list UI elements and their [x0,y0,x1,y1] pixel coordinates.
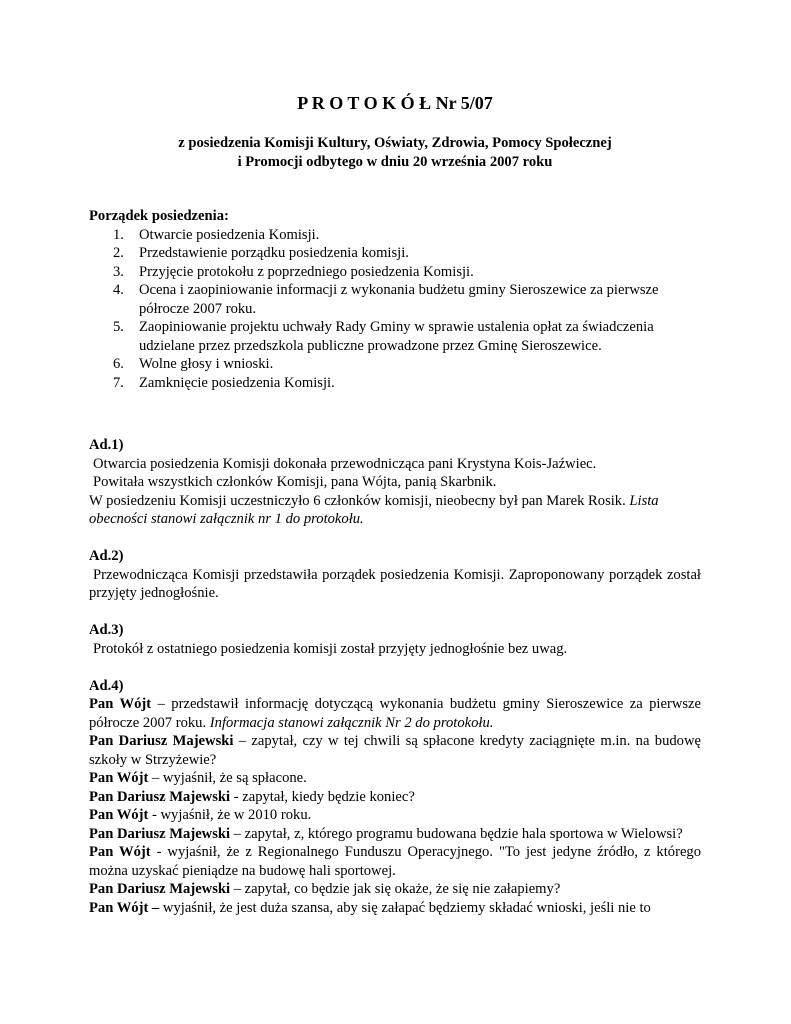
agenda-item-text: Zaopiniowanie projektu uchwały Rady Gminy w sprawie ustalenia opłat za świadczenia udzielane przez przedszkola publiczne prowadzone przez Gminę Sieroszewice. [139,319,654,354]
entry-text: – zapytał, co będzie jak się okaże, że się nie załapiemy? [230,881,561,897]
speaker-name: Pan Wójt [89,844,151,860]
agenda-item-text: Ocena i zaopiniowanie informacji z wykonania budżetu gminy Sieroszewice za pierwsze półrocze 2007 roku. [139,282,659,317]
entry-text: – zapytał, czy w tej chwili są spłacone kredyty zaciągnięte m.in. na budowę szkoły w Strzyżewie? [89,733,701,768]
section-ad3 [89,621,701,658]
attachment-note: Lista obecności stanowi załącznik nr 1 do protokołu. [89,492,659,527]
dialogue-entry [89,825,701,844]
agenda-item-number: 7. [113,374,124,391]
paragraph: Powitała wszystkich członków Komisji, pana Wójta, panią Skarbnik. [93,474,497,490]
speaker-name: Pan Dariusz Majewski [89,733,234,749]
paragraph-text: W posiedzeniu Komisji uczestniczyło 6 członków komisji, nieobecny był pan Marek Rosik. [89,492,630,509]
speaker-name: Pan Dariusz Majewski [89,825,231,842]
agenda-item-text: Otwarcie posiedzenia Komisji. [139,226,320,243]
dialogue-entry [89,806,701,825]
agenda-heading: Porządek posiedzenia: [89,208,229,224]
entry-text: wyjaśnił, że jest duża szansa, aby się załapać będziemy składać wnioski, jeśli nie to [159,899,651,916]
dialogue-entry [89,788,701,807]
entry-text: - zapytał, kiedy będzie koniec? [230,788,415,805]
speaker-name: Pan Wójt [89,770,149,786]
agenda-list [89,226,701,393]
section-ad1 [89,436,701,529]
agenda-item [89,374,701,393]
section-heading: Ad.2) [89,548,124,564]
entry-text: - wyjaśnił, że w 2010 roku. [148,807,312,823]
agenda-item-number: 4. [113,282,124,298]
speaker-name: Pan Dariusz Majewski [89,881,231,897]
paragraph [89,492,701,529]
entry-text: - wyjaśnił, że z Regionalnego Funduszu Operacyjnego. "To jest jedyne źródło, z którego można uzyskać pieniądze na budowę hali sportowej. [89,844,702,879]
speaker-name: Pan Wójt – [89,899,160,916]
section-heading: Ad.1) [89,437,124,453]
dialogue-entry [89,732,701,769]
paragraph: Przewodnicząca Komisji przedstawiła porządek posiedzenia Komisji. Zaproponowany porządek został przyjęty jednogłośnie. [89,566,701,601]
document-subtitle [89,134,701,172]
section-heading: Ad.3) [89,622,124,638]
agenda-item-number: 3. [113,263,124,280]
minutes-content [89,436,701,917]
agenda-item-number: 2. [113,245,124,261]
agenda-item-text: Przyjęcie protokołu z poprzedniego posiedzenia Komisji. [139,263,474,280]
agenda-item [89,226,701,245]
agenda-item-text: Wolne głosy i wnioski. [139,356,274,372]
dialogue-entry [89,880,701,899]
agenda-item-text: Zamknięcie posiedzenia Komisji. [139,374,335,391]
section-heading: Ad.4) [89,677,124,694]
agenda-section [89,207,701,392]
agenda-item-number: 5. [113,319,124,335]
speaker-name: Pan Dariusz Majewski [89,788,231,805]
agenda-item-text: Przedstawienie porządku posiedzenia komisji. [139,245,409,261]
agenda-item-number: 6. [113,356,124,372]
entry-text: – wyjaśnił, że są spłacone. [148,770,307,786]
paragraph: Protokół z ostatniego posiedzenia komisji został przyjęty jednogłośnie bez uwag. [93,640,568,657]
attachment-note: Informacja stanowi załącznik Nr 2 do protokołu. [209,714,494,731]
agenda-item [89,318,701,355]
agenda-item [89,244,701,263]
subtitle-line: z posiedzenia Komisji Kultury, Oświaty, Zdrowia, Pomocy Społecznej [178,135,612,151]
section-ad4 [89,677,701,918]
agenda-item [89,355,701,374]
speaker-name: Pan Wójt [89,807,149,823]
subtitle-line: i Promocji odbytego w dniu 20 września 2007 roku [237,154,553,170]
paragraph: Otwarcia posiedzenia Komisji dokonała przewodnicząca pani Krystyna Kois-Jaźwiec. [93,455,597,472]
entry-text: – zapytał, z, którego programu budowana będzie hala sportowa w Wielowsi? [230,825,683,842]
speaker-name: Pan Wójt [89,696,152,712]
dialogue-entry [89,769,701,788]
agenda-item [89,263,701,282]
agenda-item [89,281,701,318]
dialogue-entry [89,695,701,732]
dialogue-entry [89,899,701,918]
entry-text: – przedstawił informację dotyczącą wykonania budżetu gminy Sieroszewice za pierwsze półrocze 2007 roku. [89,696,701,731]
document-title: P R O T O K Ó Ł Nr 5/07 [297,93,493,113]
agenda-item-number: 1. [113,226,124,243]
dialogue-entry [89,843,701,880]
section-ad2 [89,547,701,603]
